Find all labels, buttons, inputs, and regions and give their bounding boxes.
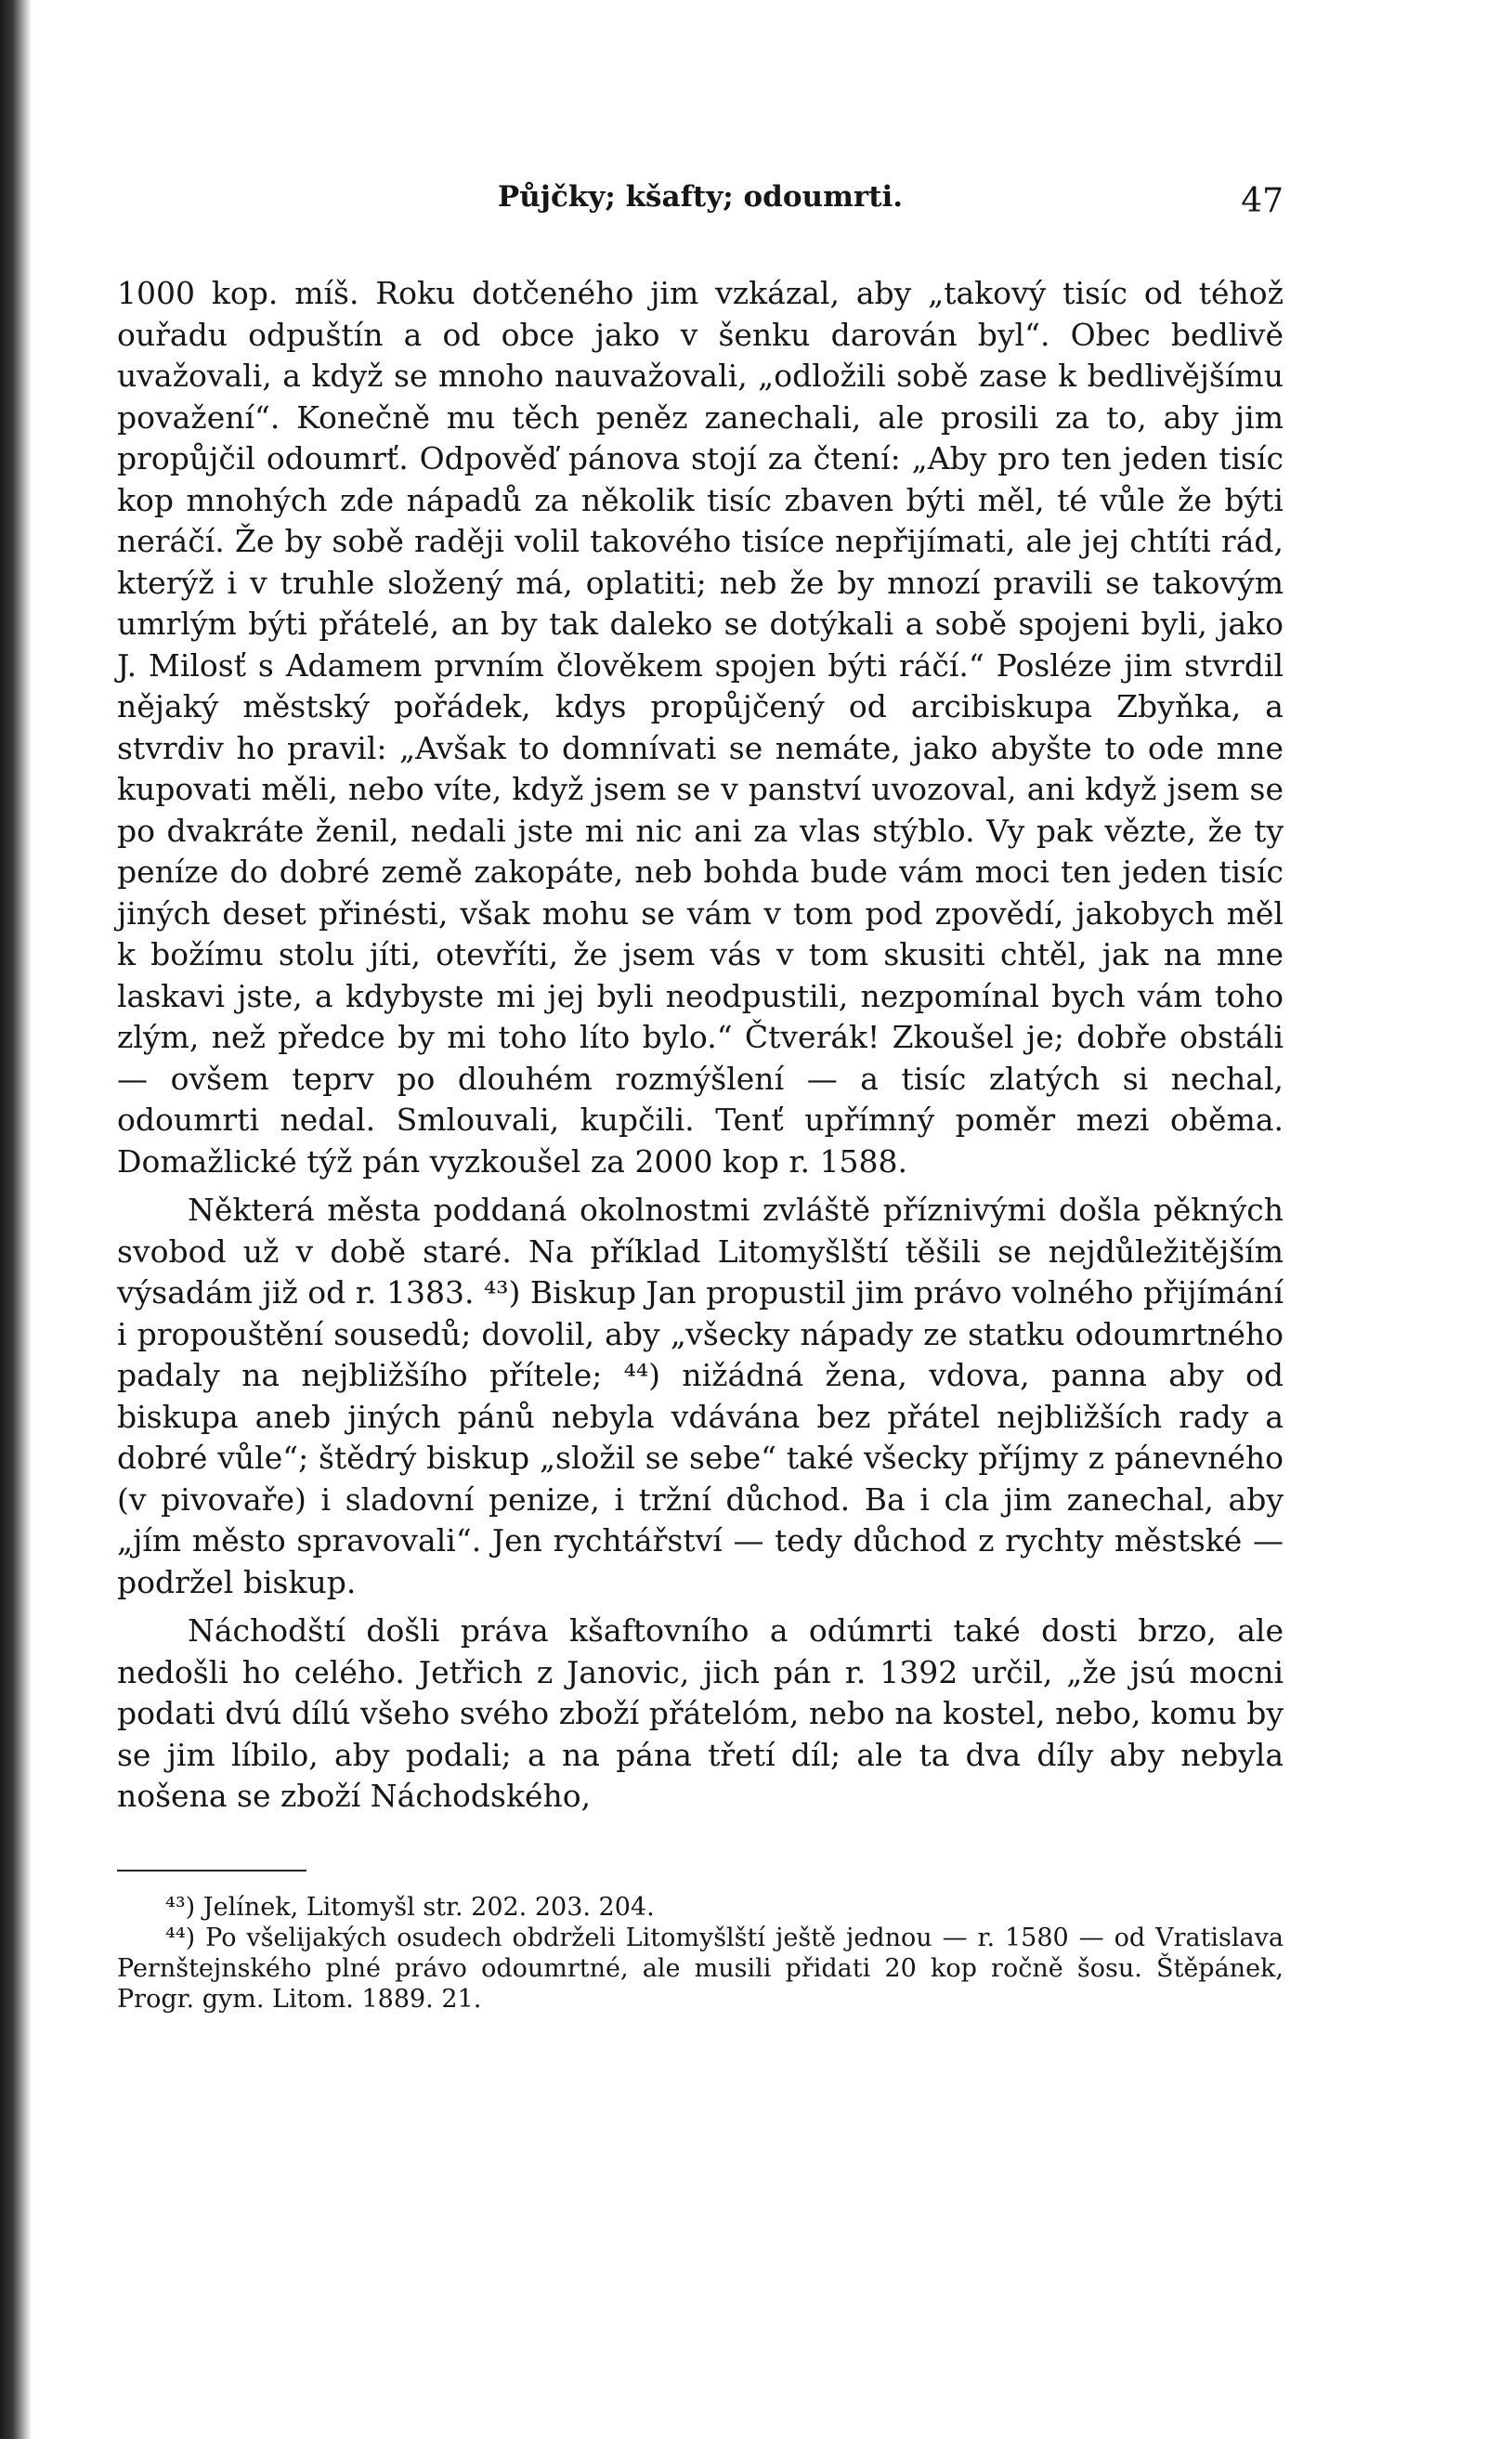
- page-number: 47: [1241, 182, 1284, 220]
- paragraph: Některá města poddaná okolnostmi zvláště příznivými došla pěkných svobod už v době staré. Na příklad Litomyšlští těšili se nejdůležitějším výsadám již od r. 1383. ⁴³) Biskup Jan propustil jim právo volného přijímání i propouštění sousedů; dovolil, aby „všecky nápady ze statku odoumrtného padaly na nejbližšího přítele; ⁴⁴) nižádná žena, vdova, panna aby od biskupa aneb jiných pánů nebyla vdávána bez přátel nejbližších rady a dobré vůle“; štědrý biskup „složil se sebe“ také všecky příjmy z pánevného (v pivovaře) i sladovní penize, i tržní důchod. Ba i cla jim zanechal, aby „jím město spravovali“. Jen rychtářství — tedy důchod z rychty městské — podržel biskup.: [117, 1192, 1284, 1600]
- running-title: Půjčky; kšafty; odoumrti.: [497, 180, 904, 214]
- page-header: [117, 173, 1284, 228]
- paragraph: Náchodští došli práva kšaftovního a odúmrti také dosti brzo, ale nedošli ho celého. Jetřich z Janovic, jich pán r. 1392 určil, „že jsú mocni podati dvú dílú všeho svého zboží přátelóm, nebo na kostel, nebo, komu by se jim líbilo, aby podali; a na pána třetí díl; ale ta dva díly aby nebyla nošena se zboží Náchodského,: [117, 1612, 1284, 1814]
- book-page: [117, 173, 1284, 2015]
- footnote: ⁴⁴) Po všelijakých osudech obdrželi Litomyšlští ještě jednou — r. 1580 — od Vratislava Pernštejnského plné právo odoumrtné, ale musili přidati 20 kop ročně šosu. Štěpánek, Progr. gym. Litom. 1889. 21.: [117, 1923, 1284, 2014]
- footnotes: [117, 1892, 1284, 2015]
- footnote-separator: [117, 1870, 306, 1872]
- paragraph: 1000 kop. míš. Roku dotčeného jim vzkázal, aby „takový tisíc od téhož ouřadu odpuštín a od obce jako v šenku darován byl“. Obec bedlivě uvažovali, a když se mnoho nauvažovali, „odložili sobě zase k bedlivějšímu považení“. Konečně mu těch peněz zanechali, ale prosili za to, aby jim propůjčil odoumrť. Odpověď pánova stojí za čtení: „Aby pro ten jeden tisíc kop mnohých zde nápadů za několik tisíc zbaven býti měl, té vůle že býti neráčí. Že by sobě raději volil takového tisíce nepřijímati, ale jej chtíti rád, kterýž i v truhle složený má, oplatiti; neb že by mnozí pravili se takovým umrlým býti přátelé, an by tak daleko se dotýkali a sobě spojeni byli, jako J. Milosť s Adamem prvním člověkem spojen býti ráčí.“ Posléze jim stvrdil nějaký městský pořádek, kdys propůjčený od arcibiskupa Zbyňka, a stvrdiv ho pravil: „Avšak to domnívati se nemáte, jako abyšte to ode mne kupovati měli, nebo víte, když jsem se v panství uvozoval, ani když jsem se po dvakráte ženil, nedali jste mi nic ani za vlas stýblo. Vy pak vězte, že ty peníze do dobré země zakopáte, neb bohda bude vám moci ten jeden tisíc jiných deset přinésti, však mohu se vám v tom pod zpovědí, jakobych měl k božímu stolu jíti, otevříti, že jsem vás v tom skusiti chtěl, jak na mne laskavi jste, a kdybyste mi jej byli neodpustili, nezpomínal bych vám toho zlým, než předce by mi toho líto bylo.“ Čtverák! Zkoušel je; dobře obstáli — ovšem teprv po dlouhém rozmýšlení — a tisíc zlatých si nechal, odoumrti nedal. Smlouvali, kupčili. Tenť upřímný poměr mezi oběma. Domažlické týž pán vyzkoušel za 2000 kop r. 1588.: [117, 275, 1284, 1180]
- footnote: ⁴³) Jelínek, Litomyšl str. 202. 203. 204.: [165, 1892, 655, 1922]
- page-edge-shadow: [0, 0, 32, 2439]
- body-text: [117, 273, 1284, 1818]
